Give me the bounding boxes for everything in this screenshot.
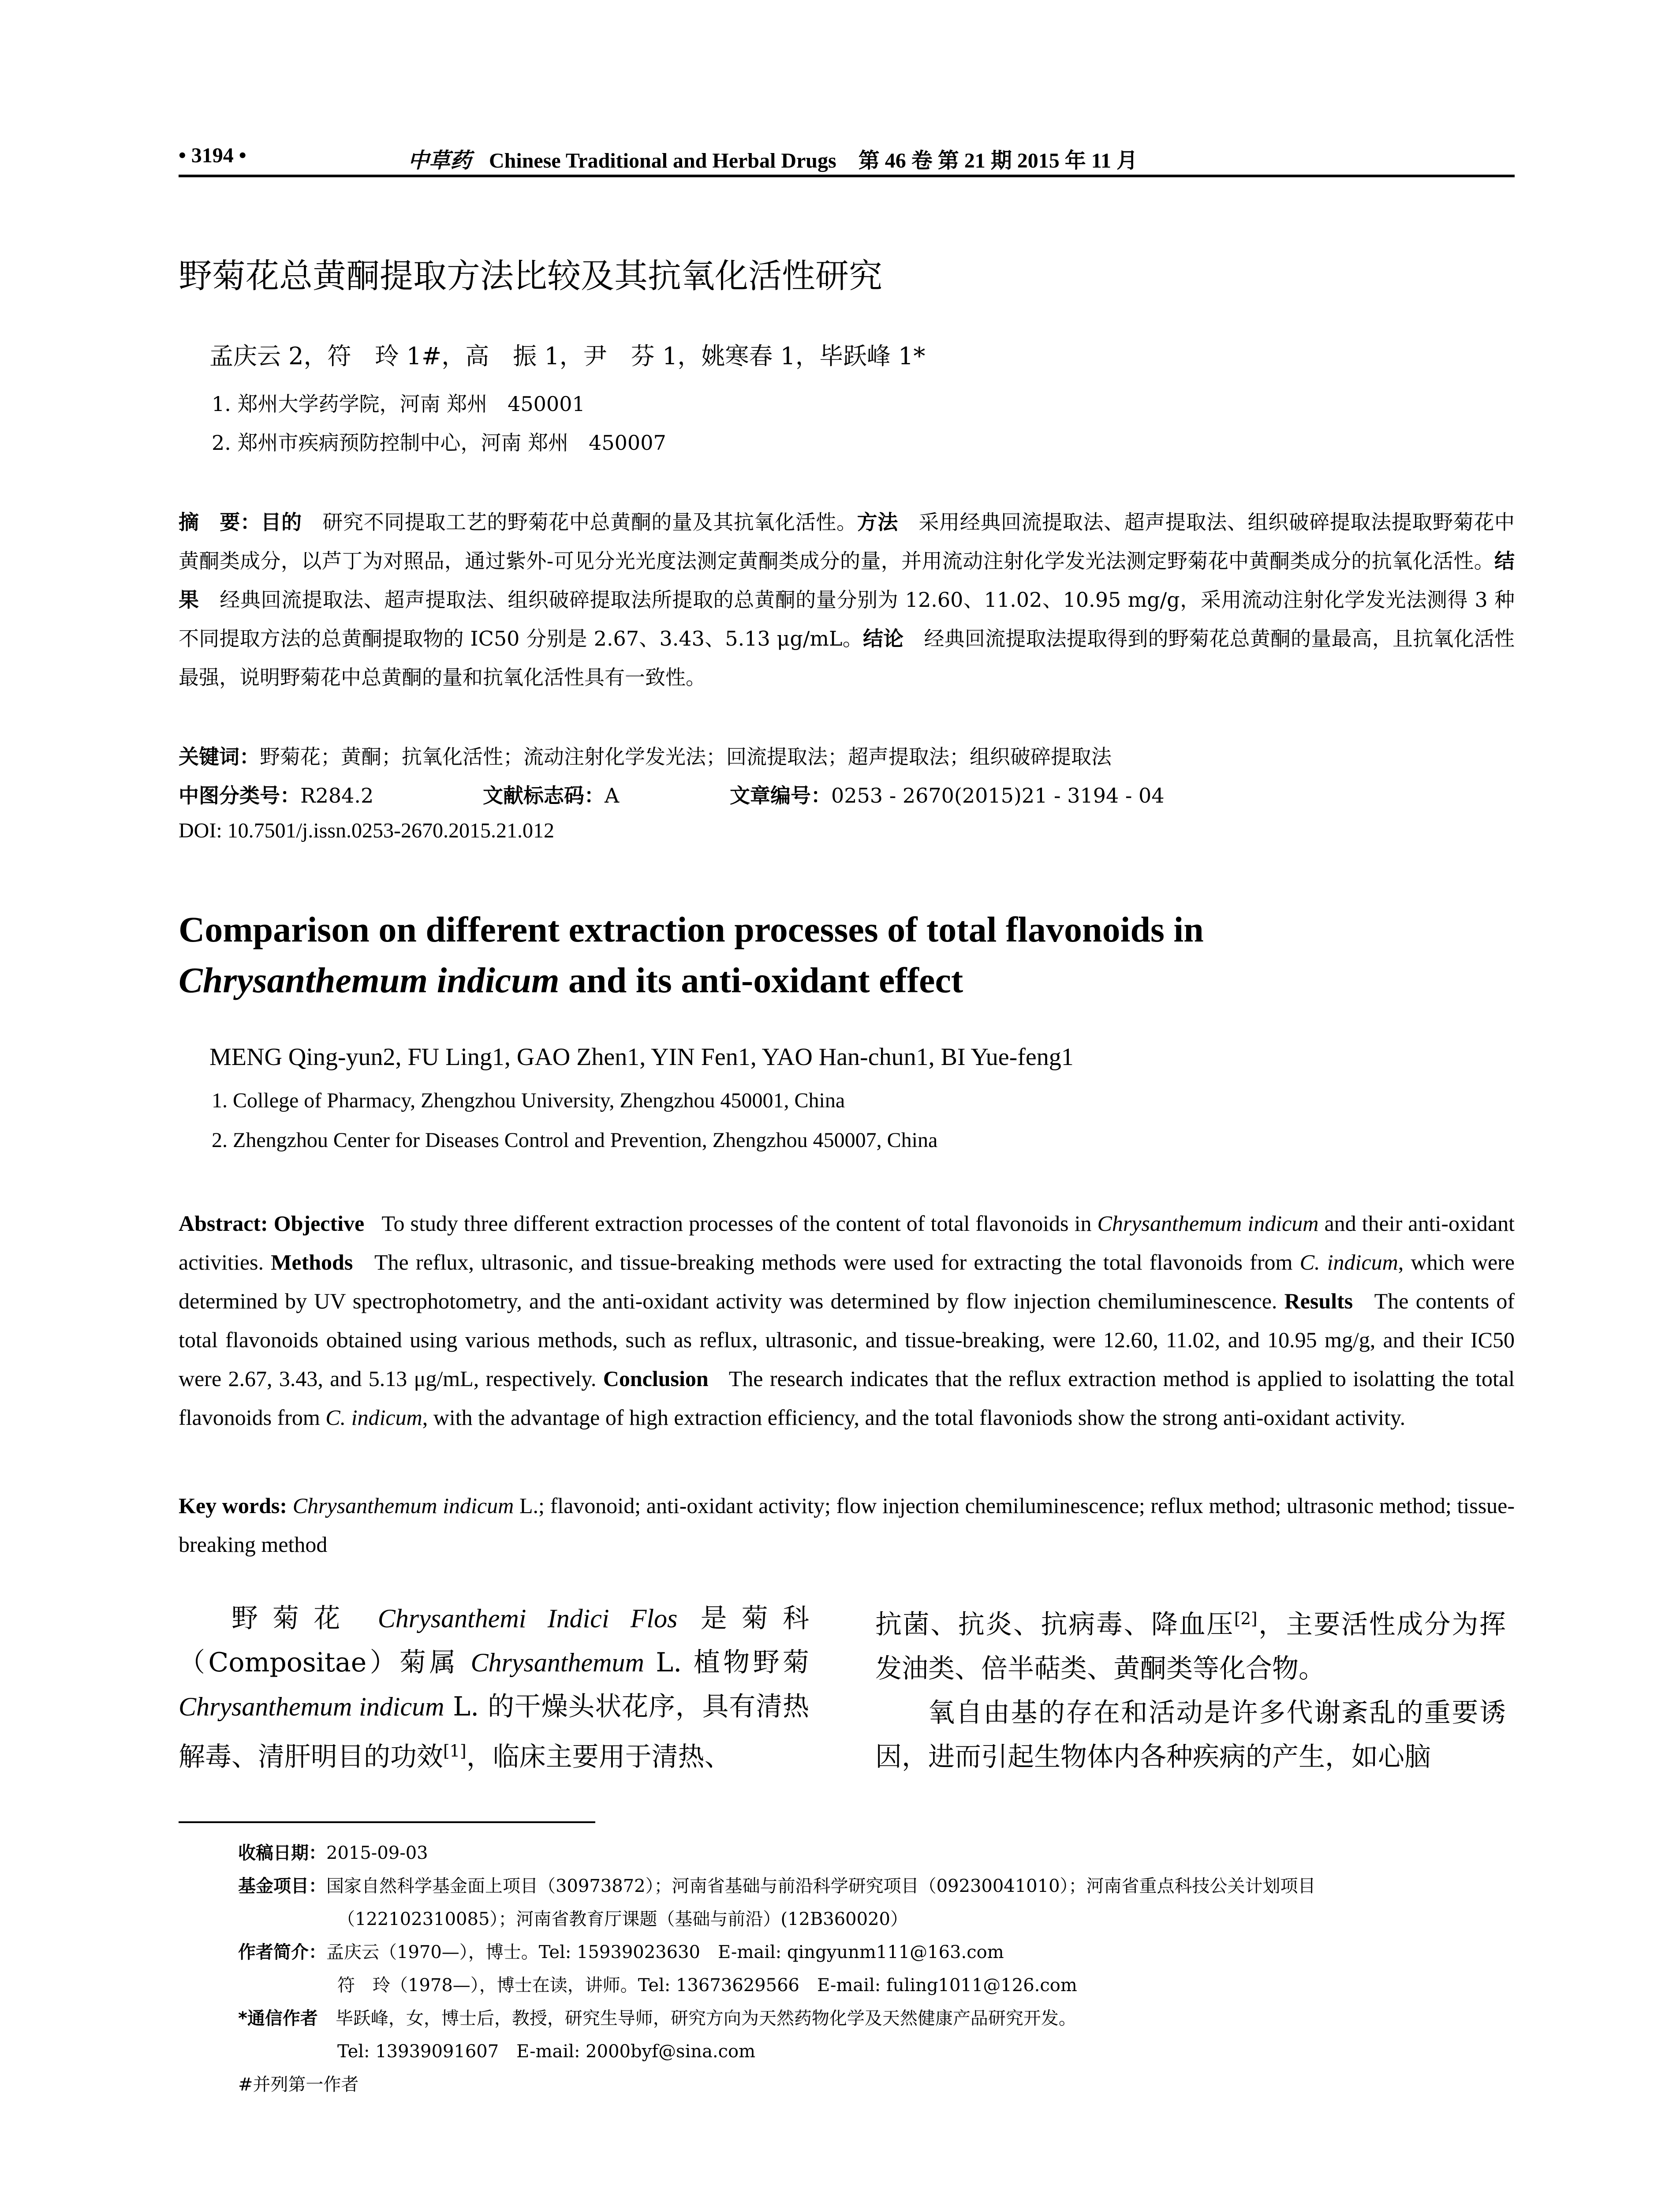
objective-label-cn: 目的 (261, 510, 302, 534)
conclusion-species-en: C. indicum (325, 1405, 422, 1430)
conclusion-text-en: The research indicates that the reflux extraction method is applied to isolatting the total flavonoids from (179, 1366, 1515, 1430)
english-keywords (179, 1486, 1515, 1564)
latin-name: Chrysanthemum indicum (179, 1692, 444, 1721)
english-abstract (179, 1204, 1515, 1437)
body-paragraph-1-cont (875, 1596, 1506, 1691)
conclusion-label-cn: 结论 (862, 627, 904, 650)
body-paragraph-2: 氧自由基的存在和活动是许多代谢紊乱的重要诱因，进而引起生物体内各种疾病的产生，如心脑 (875, 1697, 1506, 1772)
received-value: 2015-09-03 (326, 1843, 428, 1863)
funding-label: 基金项目： (238, 1876, 326, 1896)
methods-label-en: Methods (271, 1250, 353, 1274)
results-text-en: The contents of total flavonoids obtained using various methods, such as reflux, ultrasonic, and tissue-breaking, were 12.60, 11.02, and 10.95 mg/g, and their IC50 were 2.67, 3.43, and 5.13 μg/mL, respectively. (179, 1289, 1515, 1391)
objective-label-en: Abstract: Objective (179, 1211, 365, 1236)
citation-ref-2[interactable]: [2] (1234, 1609, 1258, 1628)
english-title (179, 904, 1515, 1005)
body-column-right (875, 1596, 1506, 1779)
journal-volume: 第 46 卷 第 21 期 2015 年 11 月 (858, 149, 1138, 172)
english-affiliation-2: 2. Zhengzhou Center for Diseases Control and Prevention, Zhengzhou 450007, China (212, 1129, 938, 1152)
received-date (238, 1837, 1515, 1870)
body-text: L. 植物野菊 (644, 1647, 810, 1678)
objective-text-cn: 研究不同提取工艺的野菊花中总黄酮的量及其抗氧化活性。 (322, 510, 857, 534)
journal-name (408, 143, 1138, 174)
objective-text-en-end: and their anti-oxidant activities. (179, 1211, 1515, 1274)
methods-species-en: C. indicum (1299, 1250, 1398, 1274)
body-text: 是菊科（Compositae）菊属 (179, 1603, 809, 1678)
english-title-line-1: Comparison on different extraction processes of total flavonoids in (179, 909, 1204, 949)
doc-code-value: A (605, 784, 620, 807)
body-paragraph-1 (179, 1596, 809, 1779)
latin-name: Chrysanthemi Indici Flos (377, 1604, 678, 1633)
body-text: 抗菌、抗炎、抗病毒、降血压 (875, 1609, 1234, 1640)
corresponding-line-2: Tel: 13939091607 E-mail: 2000byf@sina.com (337, 2041, 756, 2062)
footnotes (238, 1837, 1515, 2101)
body-column-left (179, 1596, 809, 1779)
abstract-label-cn: 摘 要： (179, 510, 261, 534)
latin-name: Chrysanthemum (470, 1648, 644, 1677)
body-text: ，主要活性成分为挥发油类、倍半萜类、黄酮类等化合物。 (875, 1609, 1506, 1684)
chinese-affiliation-1: 1. 郑州大学药学院，河南 郑州 450001 (212, 392, 585, 416)
keywords-species-en: Chrysanthemum indicum (292, 1493, 514, 1518)
objective-text-en: To study three different extraction processes of the content of total flavonoids in (381, 1211, 1098, 1236)
bio-line-1: 孟庆云（1970—），博士。Tel: 15939023630 E-mail: qingyunm111@163.com (326, 1942, 1004, 1962)
conclusion-text-cn: 经典回流提取法提取得到的野菊花总黄酮的量最高，且抗氧化活性最强，说明野菊花中总黄酮的量和抗氧化活性具有一致性。 (179, 627, 1515, 689)
funding-line-1: 国家自然科学基金面上项目（30973872）；河南省基础与前沿科学研究项目（09230041010）；河南省重点科技公关计划项目 (326, 1876, 1316, 1896)
corresponding-line-1: 毕跃峰，女，博士后，教授，研究生导师，研究方向为天然药物化学及天然健康产品研究开发。 (335, 2008, 1076, 2029)
journal-name-cn: 中草药 (408, 148, 472, 173)
keywords-text-en: L.; flavonoid; anti-oxidant activity; flow injection chemiluminescence; reflux method; ultrasonic method; tissue-breaking method (179, 1493, 1515, 1557)
chinese-authors: 孟庆云 2，符 玲 1#，高 振 1，尹 芬 1，姚寒春 1，毕跃峰 1* (209, 342, 926, 370)
english-title-line-2: and its anti-oxidant effect (559, 960, 963, 1000)
english-title-species: Chrysanthemum indicum (179, 960, 560, 1000)
body-text: 野菊花 (231, 1603, 378, 1634)
funding (238, 1870, 1515, 1903)
methods-text-cn: 采用经典回流提取法、超声提取法、组织破碎提取法提取野菊花中黄酮类成分，以芦丁为对照品，通过紫外-可见分光光度法测定黄酮类成分的量，并用流动注射化学发光法测定野菊花中黄酮类成分的抗氧化活性。 (179, 510, 1515, 573)
bio-label: 作者简介： (238, 1942, 326, 1962)
article-id-label: 文章编号： (730, 784, 831, 807)
methods-label-cn: 方法 (857, 510, 898, 534)
journal-name-en: Chinese Traditional and Herbal Drugs (489, 149, 836, 172)
results-label-en: Results (1284, 1289, 1353, 1313)
corresponding-author (238, 2002, 1515, 2035)
results-label-cn: 结果 (179, 549, 1515, 612)
clc-value: R284.2 (300, 784, 374, 807)
running-header (179, 143, 1515, 175)
english-authors: MENG Qing-yun2, FU Ling1, GAO Zhen1, YIN Fen1, YAO Han-chun1, BI Yue-feng1 (209, 1043, 1074, 1071)
results-text-cn: 经典回流提取法、超声提取法、组织破碎提取法所提取的总黄酮的量分别为 12.60、11.02、10.95 mg/g，采用流动注射化学发光法测得 3 种不同提取方法的总黄酮提取物的 IC50 分别是 2.67、3.43、5.13 μg/mL。 (179, 588, 1515, 650)
chinese-keywords (179, 741, 1112, 770)
funding-line-2: （122102310085）；河南省教育厅课题（基础与前沿）(12B360020） (337, 1909, 908, 1929)
english-affiliation-1: 1. College of Pharmacy, Zhengzhou University, Zhengzhou 450001, China (212, 1089, 845, 1112)
citation-ref-1[interactable]: [1] (443, 1741, 467, 1760)
corresponding-label: *通信作者 (238, 2008, 318, 2029)
header-rule (179, 175, 1515, 177)
page-number: • 3194 • (179, 144, 246, 167)
chinese-affiliation-2: 2. 郑州市疾病预防控制中心，河南 郑州 450007 (212, 431, 666, 455)
keywords-label-en: Key words: (179, 1493, 287, 1518)
author-bio (238, 1936, 1515, 1969)
received-label: 收稿日期： (238, 1843, 326, 1863)
conclusion-text-en-end: , with the advantage of high extraction efficiency, and the total flavoniods show the strong anti-oxidant activity. (422, 1405, 1406, 1430)
clc-label: 中图分类号： (179, 784, 300, 807)
co-first-note (238, 2068, 1515, 2101)
co-first-text: #并列第一作者 (238, 2074, 359, 2095)
methods-text-en: The reflux, ultrasonic, and tissue-breaking methods were used for extracting the total flavonoids from (374, 1250, 1300, 1274)
footnote-rule (179, 1821, 595, 1823)
corresponding-cont (238, 2035, 1515, 2068)
conclusion-label-en: Conclusion (603, 1366, 709, 1391)
bio-line-2: 符 玲（1978—），博士在读，讲师。Tel: 13673629566 E-mail: fuling1011@126.com (337, 1975, 1077, 1996)
objective-species-en: Chrysanthemum indicum (1097, 1211, 1319, 1236)
classification-line (179, 780, 1165, 809)
keywords-text-cn: 野菊花；黄酮；抗氧化活性；流动注射化学发光法；回流提取法；超声提取法；组织破碎提取法 (260, 745, 1112, 769)
chinese-abstract (179, 503, 1515, 697)
doi-line[interactable]: DOI: 10.7501/j.issn.0253-2670.2015.21.012 (179, 819, 554, 842)
keywords-label-cn: 关键词： (179, 745, 260, 769)
body-text: L. 的干燥头状花序，具有清热解毒、清肝明目的功效 (179, 1691, 809, 1772)
author-bio-cont (238, 1969, 1515, 2002)
article-id-value: 0253 - 2670(2015)21 - 3194 - 04 (831, 784, 1165, 807)
funding-cont (238, 1903, 1515, 1936)
body-text: ，临床主要用于清热、 (466, 1742, 731, 1772)
methods-text-en-end: , which were determined by UV spectrophotometry, and the anti-oxidant activity was determined by flow injection chemiluminescence. (179, 1250, 1515, 1313)
chinese-title: 野菊花总黄酮提取方法比较及其抗氧化活性研究 (179, 256, 882, 295)
doc-code-label: 文献标志码： (483, 784, 605, 807)
